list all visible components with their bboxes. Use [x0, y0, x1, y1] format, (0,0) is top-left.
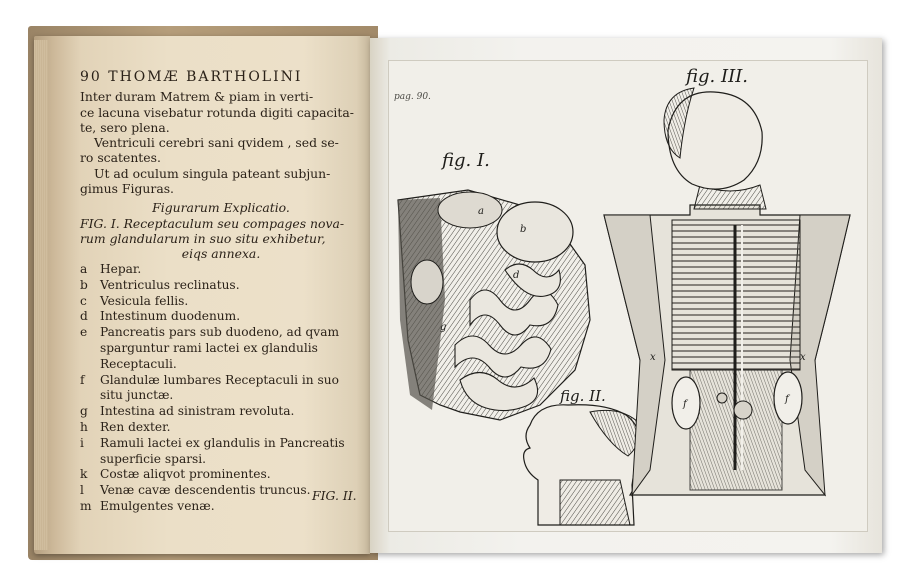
legend-key: m [80, 498, 92, 513]
legend-text: Glandulæ lumbares Receptaculi in suo [100, 372, 339, 387]
caption-line: rum glandularum in suo situ exhibetur, [80, 230, 326, 246]
fig-3-torso-drawing [604, 88, 850, 495]
section-title: Figurarum Explicatio. [152, 200, 290, 216]
legend-text: Emulgentes venæ. [100, 498, 215, 513]
legend-key: l [80, 483, 84, 498]
legend-key: g [80, 404, 88, 419]
body-line: ro scatentes. [80, 150, 161, 166]
svg-text:x: x [650, 352, 656, 363]
body-line: te, sero plena. [80, 119, 170, 135]
body-line: Inter duram Matrem & piam in verti- [80, 89, 314, 105]
fig-2-label: fig. II. [560, 387, 606, 405]
fig-1-label: fig. I. [442, 150, 490, 171]
svg-text:f: f [785, 394, 789, 405]
body-line: Ut ad oculum singula pateant subjun- [94, 165, 331, 181]
svg-text:b: b [520, 224, 527, 235]
svg-text:f: f [683, 399, 687, 410]
fig-1-abdomen-drawing [398, 190, 590, 420]
legend-key: a [80, 262, 88, 276]
legend-text: sparguntur rami lactei ex glandulis [100, 340, 318, 355]
legend-key: d [80, 309, 88, 324]
legend-text: Intestina ad sinistram revoluta. [100, 404, 295, 419]
page-reference: pag. 90. [394, 92, 431, 102]
legend-text: Pancreatis pars sub duodeno, ad qvam [100, 325, 340, 340]
svg-text:x: x [800, 352, 806, 363]
legend-text: Ramuli lactei ex glandulis in Pancreatis [100, 435, 345, 450]
caption-line: FIG. I. Receptaculum seu compages nova- [80, 215, 345, 231]
legend-text: Ventriculus reclinatus. [100, 277, 240, 292]
body-line: gimus Figuras. [80, 181, 175, 197]
legend-key: b [80, 277, 88, 292]
legend-text: Venæ cavæ descendentis truncus. [100, 483, 311, 498]
legend-key: c [80, 293, 87, 308]
svg-text:a: a [478, 206, 484, 217]
svg-text:g: g [440, 322, 447, 333]
body-line: Ventriculi cerebri sani qvidem , sed se- [94, 135, 339, 151]
svg-text:d: d [513, 270, 520, 281]
catchword: FIG. II. [312, 488, 357, 503]
legend-key: f [80, 372, 85, 387]
legend-text: Ren dexter. [100, 419, 171, 434]
legend-text: Receptaculi. [100, 356, 177, 371]
legend-key: e [80, 325, 88, 340]
legend-key: k [80, 467, 88, 482]
body-line: ce lacuna visebatur rotunda digiti capacita- [80, 104, 354, 120]
legend-text: Costæ aliqvot prominentes. [100, 467, 271, 482]
legend-text: Intestinum duodenum. [100, 309, 241, 324]
fig-2-head-drawing [524, 405, 640, 525]
legend-key: h [80, 419, 88, 434]
caption-line: eiqs annexa. [181, 246, 261, 262]
legend-text: Vesicula fellis. [100, 293, 189, 308]
legend-text: Hepar. [100, 262, 142, 276]
legend-key: i [80, 435, 84, 450]
legend-text: superficie sparsi. [100, 451, 207, 466]
running-header: 90 THOMÆ BARTHOLINI [80, 69, 303, 85]
fig-3-label: fig. III. [686, 66, 749, 87]
legend-text: situ junctæ. [100, 388, 174, 403]
